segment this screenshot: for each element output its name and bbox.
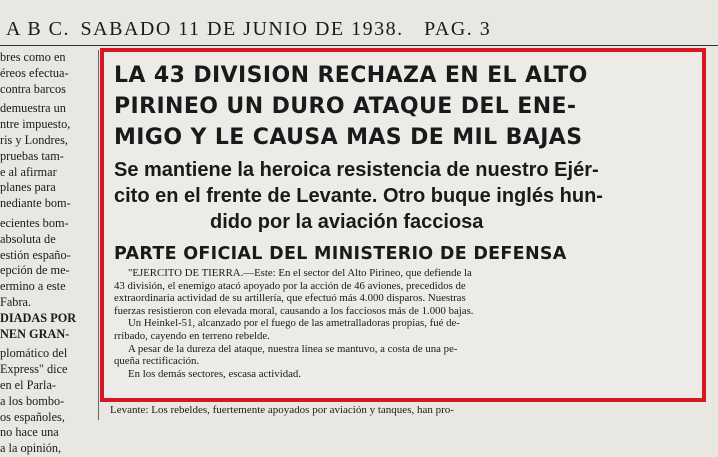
- column-line: absoluta de: [0, 231, 56, 246]
- column-line: Express" dice: [0, 362, 68, 377]
- column-line: éreos efectua-: [0, 65, 69, 80]
- highlighted-article: [100, 48, 706, 402]
- column-line: demuestra un: [0, 101, 66, 116]
- section-title: PARTE OFICIAL DEL MINISTERIO DE DEFENSA: [114, 244, 567, 264]
- article-headline: [114, 60, 692, 153]
- subhead-line: dido por la aviación facciosa: [210, 211, 484, 233]
- body-line: Un Heinkel-51, alcanzado por el fuego de las ametralladoras propias, fué de-: [128, 317, 460, 330]
- column-line: no hace una: [0, 425, 59, 440]
- page-number: PAG. 3: [424, 18, 492, 40]
- column-line: plomático del: [0, 346, 68, 361]
- continuation-text: Levante: Los rebeldes, fuertemente apoyados por aviación y tanques, han pro-: [110, 404, 454, 416]
- headline-line: LA 43 DIVISION RECHAZA EN EL ALTO: [114, 63, 588, 88]
- column-line: epción de me-: [0, 263, 70, 278]
- column-line: planes para: [0, 180, 56, 195]
- paper-name: A B C.: [6, 18, 71, 40]
- column-line: os españoles,: [0, 409, 65, 424]
- column-line: Fabra.: [0, 294, 32, 309]
- body-line: fuerzas resistieron con elevada moral, causando a los facciosos más de 1.000 bajas.: [114, 304, 474, 317]
- headline-line: PIRINEO UN DURO ATAQUE DEL ENE-: [114, 94, 577, 119]
- column-line: ecientes bom-: [0, 215, 69, 230]
- column-line: a los bombo-: [0, 393, 65, 408]
- column-line: ntre impuesto,: [0, 117, 71, 132]
- body-line: queña rectificación.: [114, 355, 200, 368]
- masthead-rule: [0, 45, 718, 46]
- column-line: pruebas tam-: [0, 148, 64, 163]
- body-line: extraordinaria actividad de su artillería, que efectuó más 4.000 disparos. Nuestras: [114, 292, 466, 305]
- column-heading: DIADAS POR: [0, 310, 77, 325]
- headline-line: MIGO Y LE CAUSA MAS DE MIL BAJAS: [114, 125, 583, 150]
- body-line: rribado, cayendo en terreno rebelde.: [114, 329, 270, 342]
- column-line: a la opinión,: [0, 441, 62, 456]
- column-line: estión españo-: [0, 247, 71, 262]
- issue-date: SABADO 11 DE JUNIO DE 1938.: [80, 18, 404, 40]
- body-line: "EJERCITO DE TIERRA.—Este: En el sector del Alto Pirineo, que defiende la: [128, 267, 472, 279]
- subhead-line: Se mantiene la heroica resistencia de nuestro Ejér-: [114, 159, 599, 181]
- subhead-line: cito en el frente de Levante. Otro buque inglés hun-: [114, 185, 603, 207]
- body-line: A pesar de la dureza del ataque, nuestra línea se mantuvo, a costa de una pe-: [128, 342, 458, 355]
- column-divider: [98, 50, 99, 420]
- column-heading: NEN GRAN-: [0, 326, 70, 341]
- column-line: bres como en: [0, 50, 66, 64]
- article-body: [114, 267, 692, 380]
- column-line: ermino a este: [0, 279, 66, 294]
- column-line: nediante bom-: [0, 196, 71, 211]
- column-line: contra barcos: [0, 81, 66, 96]
- article-subhead: [114, 157, 692, 235]
- adjacent-column: [0, 50, 96, 456]
- column-line: en el Parla-: [0, 377, 56, 392]
- body-line: 43 división, el enemigo atacó apoyado por la acción de 46 aviones, precedidos de: [114, 279, 466, 292]
- masthead: [6, 18, 712, 41]
- body-line: En los demás sectores, escasa actividad.: [128, 367, 301, 380]
- column-line: e al afirmar: [0, 164, 57, 179]
- column-line: ris y Londres,: [0, 132, 68, 147]
